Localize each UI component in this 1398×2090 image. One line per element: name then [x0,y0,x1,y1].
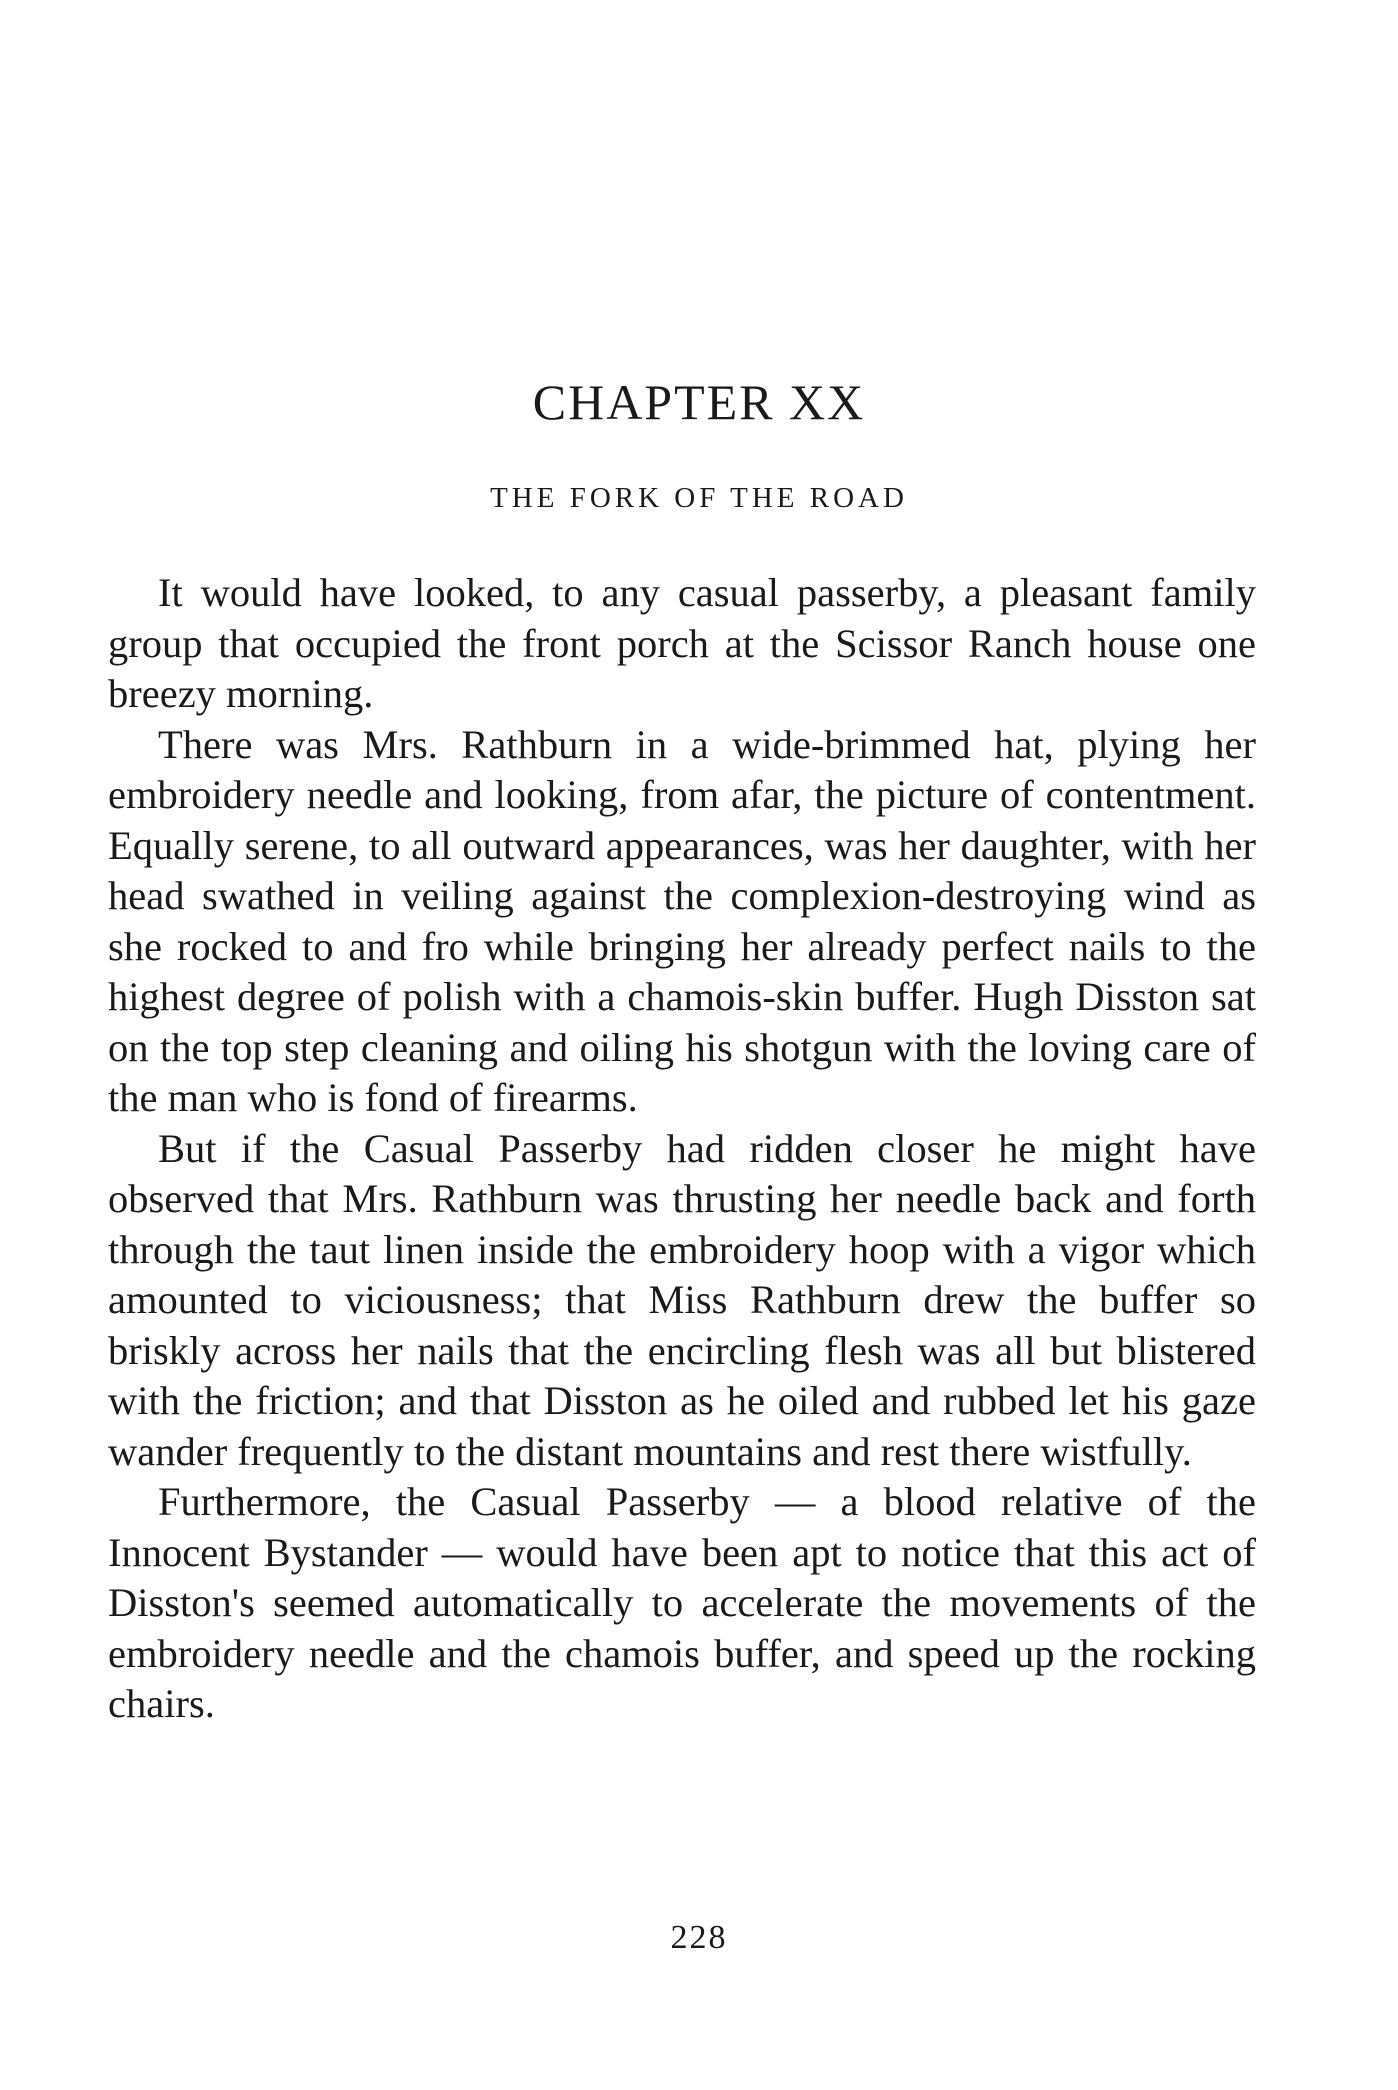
paragraph: But if the Casual Passerby had ridden closer he might have observed that Mrs. Rathburn was thrusting her needle back and forth through the taut linen inside the embroidery hoop with a vigor which amounted to viciousness; that Miss Rathburn drew the buffer so briskly across her nails that the encircling flesh was all but blistered with the friction; and that Disston as he oiled and rubbed let his gaze wander frequently to the distant mountains and rest there wistfully. [108,1125,1256,1474]
chapter-title: THE FORK OF THE ROAD [490,482,908,514]
paragraph: Furthermore, the Casual Passerby — a blood relative of the Innocent Bystander — would have been apt to notice that this act of Disston's seemed automatically to accelerate the movements of the embroidery needle and the chamois buffer, and speed up the rocking chairs. [108,1479,1256,1726]
paragraph: There was Mrs. Rathburn in a wide-brimmed hat, plying her embroidery needle and looking, from afar, the picture of contentment. Equally serene, to all outward appearances, was her daughter, with her head swathed in veiling against the complexion-destroying wind as she rocked to and fro while bringing her already perfect nails to the highest degree of polish with a chamois-skin buffer. Hugh Disston sat on the top step cleaning and oiling his shotgun with the loving care of the man who is fond of firearms. [108,721,1256,1120]
body-text [108,568,1256,1730]
chapter-number: CHAPTER XX [532,374,866,430]
page-number: 228 [670,1919,728,1956]
paragraph: It would have looked, to any casual passerby, a pleasant family group that occupied the front porch at the Scissor Ranch house one breezy morning. [108,570,1256,716]
